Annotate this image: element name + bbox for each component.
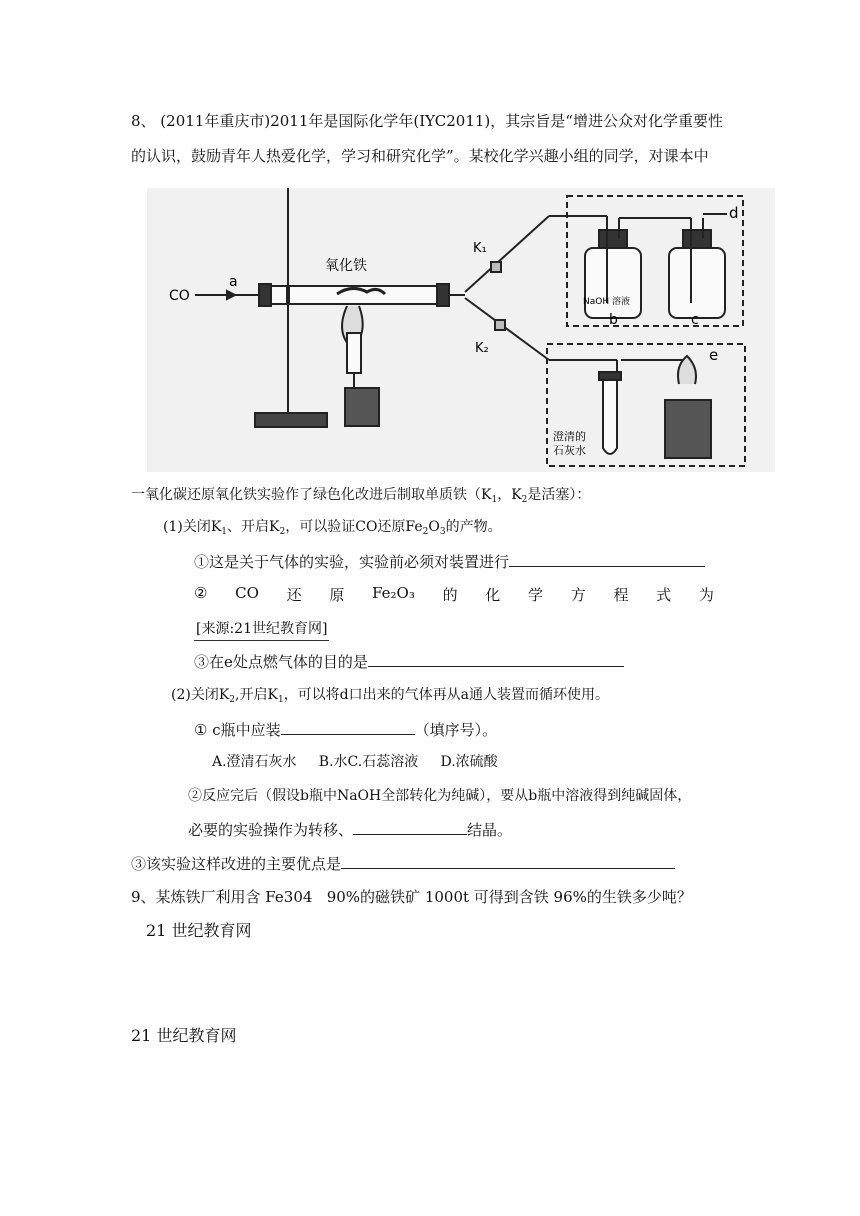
item2-2b-post: 结晶。 — [467, 821, 513, 839]
label-d: d — [729, 204, 739, 222]
answer-blank-3[interactable] — [281, 718, 415, 735]
answer-blank-1[interactable] — [509, 550, 705, 567]
part1-k1-sub: 1 — [221, 527, 228, 537]
source-tag: [来源:21世纪教育网] — [194, 618, 329, 641]
label-c: c — [691, 312, 699, 328]
label-iron-oxide: 氧化铁 — [325, 258, 367, 274]
item1-2-char: 的 — [442, 586, 458, 604]
answer-blank-2[interactable] — [368, 650, 624, 667]
item1-3-text: ③在e处点燃气体的目的是 — [194, 653, 368, 671]
o-sub: 3 — [439, 527, 446, 537]
fe-sub: 2 — [422, 527, 429, 537]
label-limewater-2: 石灰水 — [553, 444, 586, 457]
item3-text: ③该实验这样改进的主要优点是 — [131, 855, 342, 873]
label-a: a — [229, 274, 238, 290]
q8-line3-pre: 一氧化碳还原氧化铁实验作了绿色化改进后制取单质铁（K — [131, 487, 492, 503]
item1-2-char: CO — [235, 584, 259, 602]
k2-sub: 2 — [521, 495, 528, 505]
q8-line3 — [131, 484, 590, 511]
part1-end: 的产物。 — [445, 519, 502, 535]
part2-mid: ,开启K — [235, 687, 278, 703]
source-line — [194, 617, 329, 641]
part2-k2-sub: 2 — [229, 695, 236, 705]
burner-lamp — [345, 388, 379, 426]
part1-mid: 、开启K — [227, 519, 280, 535]
item1-2-char: 方 — [570, 586, 586, 604]
item1-2-char: 程 — [613, 586, 629, 604]
item2-2b-pre: 必要的实验操作为转移、 — [188, 821, 354, 839]
part1-heading — [163, 516, 502, 543]
footer-1: 21 世纪教育网 — [146, 921, 252, 940]
item2-1-post: （填序号）。 — [414, 721, 498, 739]
stand-base — [255, 413, 327, 427]
bottle-b — [585, 248, 641, 318]
q9-line: 9、某炼铁厂利用含 Fe304 90%的磁铁矿 1000t 可得到含铁 96%的生铁多少吨？ — [131, 888, 692, 906]
item2-2a: ②反应完后（假设b瓶中NaOH全部转化为纯碱），要从b瓶中溶液得到纯碱固体， — [188, 788, 692, 804]
part2-k1-sub: 1 — [277, 695, 284, 705]
item1-2-char: 学 — [528, 586, 544, 604]
options-line: A.澄清石灰水 B.水C.石蕊溶液 D.浓硫酸 — [212, 754, 498, 770]
item1-3 — [194, 650, 624, 673]
k1-sub: 1 — [491, 495, 498, 505]
item1-2-char: 为 — [698, 586, 714, 604]
item3 — [131, 852, 675, 875]
bottle-c — [669, 248, 725, 318]
item1-2-char: 还 — [286, 586, 302, 604]
item1-2-char: 原 — [329, 586, 345, 604]
item1-2-char: 式 — [656, 586, 672, 604]
part1-k2-sub: 2 — [279, 527, 286, 537]
item1-2-char: Fe₂O₃ — [372, 584, 415, 602]
label-b: b — [609, 312, 618, 328]
item1-2-spread — [194, 584, 714, 605]
item2-1 — [194, 718, 497, 741]
label-e: e — [709, 346, 719, 364]
q8-line1: 8、 (2011年重庆市)2011年是国际化学年(IYC2011)，其宗旨是“增进公众对化学重要性 — [131, 112, 723, 130]
q8-line2: 的认识，鼓励青年人热爱化学，学习和研究化学”。某校化学兴趣小组的同学，对课本中 — [131, 147, 709, 165]
part2-post: ，可以将d口出来的气体再从a通人装置而循环使用。 — [283, 687, 609, 703]
label-naoh: NaOH 溶液 — [583, 297, 630, 307]
item1-1-text: ①这是关于气体的实验，实验前必须对装置进行 — [194, 553, 510, 571]
label-co: CO — [169, 288, 190, 304]
part1-pre: (1)关闭K — [163, 519, 222, 535]
item2-1-pre: ① c瓶中应装 — [194, 721, 281, 739]
item1-2-char: ② — [194, 584, 208, 602]
test-tube — [603, 378, 617, 454]
q8-line3-mid: ，K — [497, 487, 522, 503]
answer-blank-4[interactable] — [353, 818, 467, 835]
footer-2: 21 世纪教育网 — [131, 1026, 237, 1045]
o-label: O — [428, 519, 440, 535]
answer-blank-5[interactable] — [341, 852, 675, 869]
label-limewater-1: 澄清的 — [553, 430, 586, 443]
label-k2: K₂ — [475, 341, 489, 356]
item1-1 — [194, 550, 705, 573]
item1-2-char: 化 — [485, 586, 501, 604]
label-k1: K₁ — [473, 241, 487, 256]
part2-heading — [171, 684, 609, 711]
burner-e — [665, 400, 711, 458]
part1-post: ，可以验证CO还原Fe — [285, 519, 423, 535]
apparatus-diagram — [147, 188, 775, 472]
part2-pre: (2)关闭K — [171, 687, 230, 703]
q8-line3-post: 是活塞）： — [527, 487, 591, 503]
item2-2b — [188, 818, 512, 841]
